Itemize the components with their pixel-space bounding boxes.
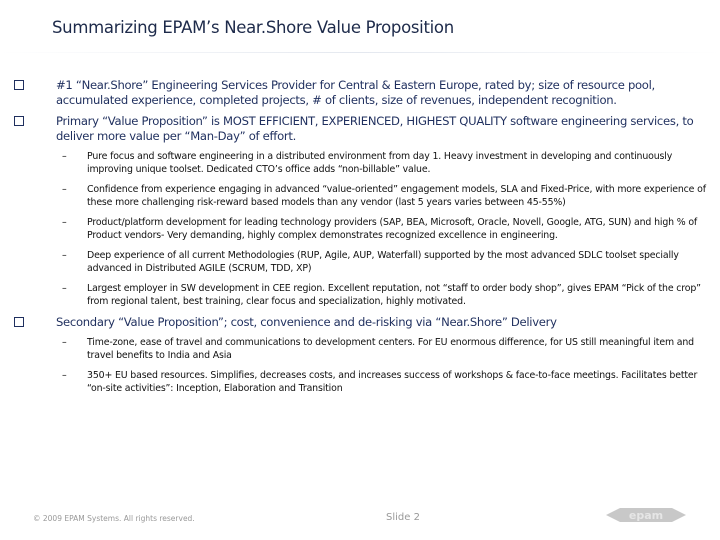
bullet-text: Secondary “Value Proposition”; cost, convenience and de-risking via “Near.Shore” Delivery <box>56 315 557 329</box>
slide-number: Slide 2 <box>386 512 420 523</box>
sub-bullet-text: Pure focus and software engineering in a distributed environment from day 1. Heavy investment in developing and continuously improving unique toolset. Dedicated CTO’s office adds “non-billable” value. <box>87 151 673 175</box>
dash-icon: – <box>62 184 67 195</box>
sub-bullet-text: Confidence from experience engaging in advanced “value-oriented” engagement models, SLA and Fixed-Price, with more experience of these more challenging risk-reward based models than any vendor (last 5 years varies between 45-55%) <box>87 184 706 208</box>
svg-text:epam: epam <box>628 509 664 522</box>
sub-bullet <box>0 184 710 209</box>
bullet-text: Primary “Value Proposition” is MOST EFFICIENT, EXPERIENCED, HIGHEST QUALITY software engineering services, to deliver more value per “Man-Day” of effort. <box>56 114 694 143</box>
sub-bullet-text: Product/platform development for leading technology providers (SAP, BEA, Microsoft, Oracle, Novell, Google, ATG, SUN) and high % of Product vendors- Very demanding, highly complex demonstrates recognized excellence in engineering. <box>87 217 698 241</box>
title-divider <box>0 52 720 53</box>
copyright: © 2009 EPAM Systems. All rights reserved. <box>33 514 195 523</box>
checkbox-bullet-icon <box>14 116 24 126</box>
sub-bullet <box>0 151 710 176</box>
bullet-1 <box>0 78 708 108</box>
bullet-2 <box>0 114 708 144</box>
checkbox-bullet-icon <box>14 317 24 327</box>
sub-bullet <box>0 217 710 242</box>
slide-title: Summarizing EPAM’s Near.Shore Value Proposition <box>52 18 454 37</box>
dash-icon: – <box>62 370 67 381</box>
checkbox-bullet-icon <box>14 80 24 90</box>
sub-bullet <box>0 283 710 308</box>
sub-bullet-text: Deep experience of all current Methodologies (RUP, Agile, AUP, Waterfall) supported by the most advanced SDLC toolset specially advanced in Distributed AGILE (SCRUM, TDD, XP) <box>87 250 679 274</box>
bullet-text: #1 “Near.Shore” Engineering Services Provider for Central & Eastern Europe, rated by; size of resource pool, accumulated experience, completed projects, # of clients, size of revenues, independent recognition. <box>56 78 655 107</box>
dash-icon: – <box>62 337 67 348</box>
dash-icon: – <box>62 151 67 162</box>
dash-icon: – <box>62 217 67 228</box>
sub-bullet <box>0 250 710 275</box>
sub-bullet-text: Time-zone, ease of travel and communications to development centers. For EU enormous difference, for US still meaningful item and travel benefits to India and Asia <box>87 337 694 361</box>
sub-bullet <box>0 370 710 395</box>
sub-bullet-text: 350+ EU based resources. Simplifies, decreases costs, and increases success of workshops & face-to-face meetings. Facilitates better “on-site activities”: Inception, Elaboration and Transition <box>87 370 698 394</box>
sub-bullet-text: Largest employer in SW development in CEE region. Excellent reputation, not “staff to order body shop”, gives EPAM “Pick of the crop” from regional talent, best training, clear focus and specialization, highly motivated. <box>87 283 701 307</box>
dash-icon: – <box>62 283 67 294</box>
epam-logo-icon <box>606 505 686 525</box>
bullet-3 <box>0 315 708 330</box>
sub-bullet <box>0 337 710 362</box>
dash-icon: – <box>62 250 67 261</box>
